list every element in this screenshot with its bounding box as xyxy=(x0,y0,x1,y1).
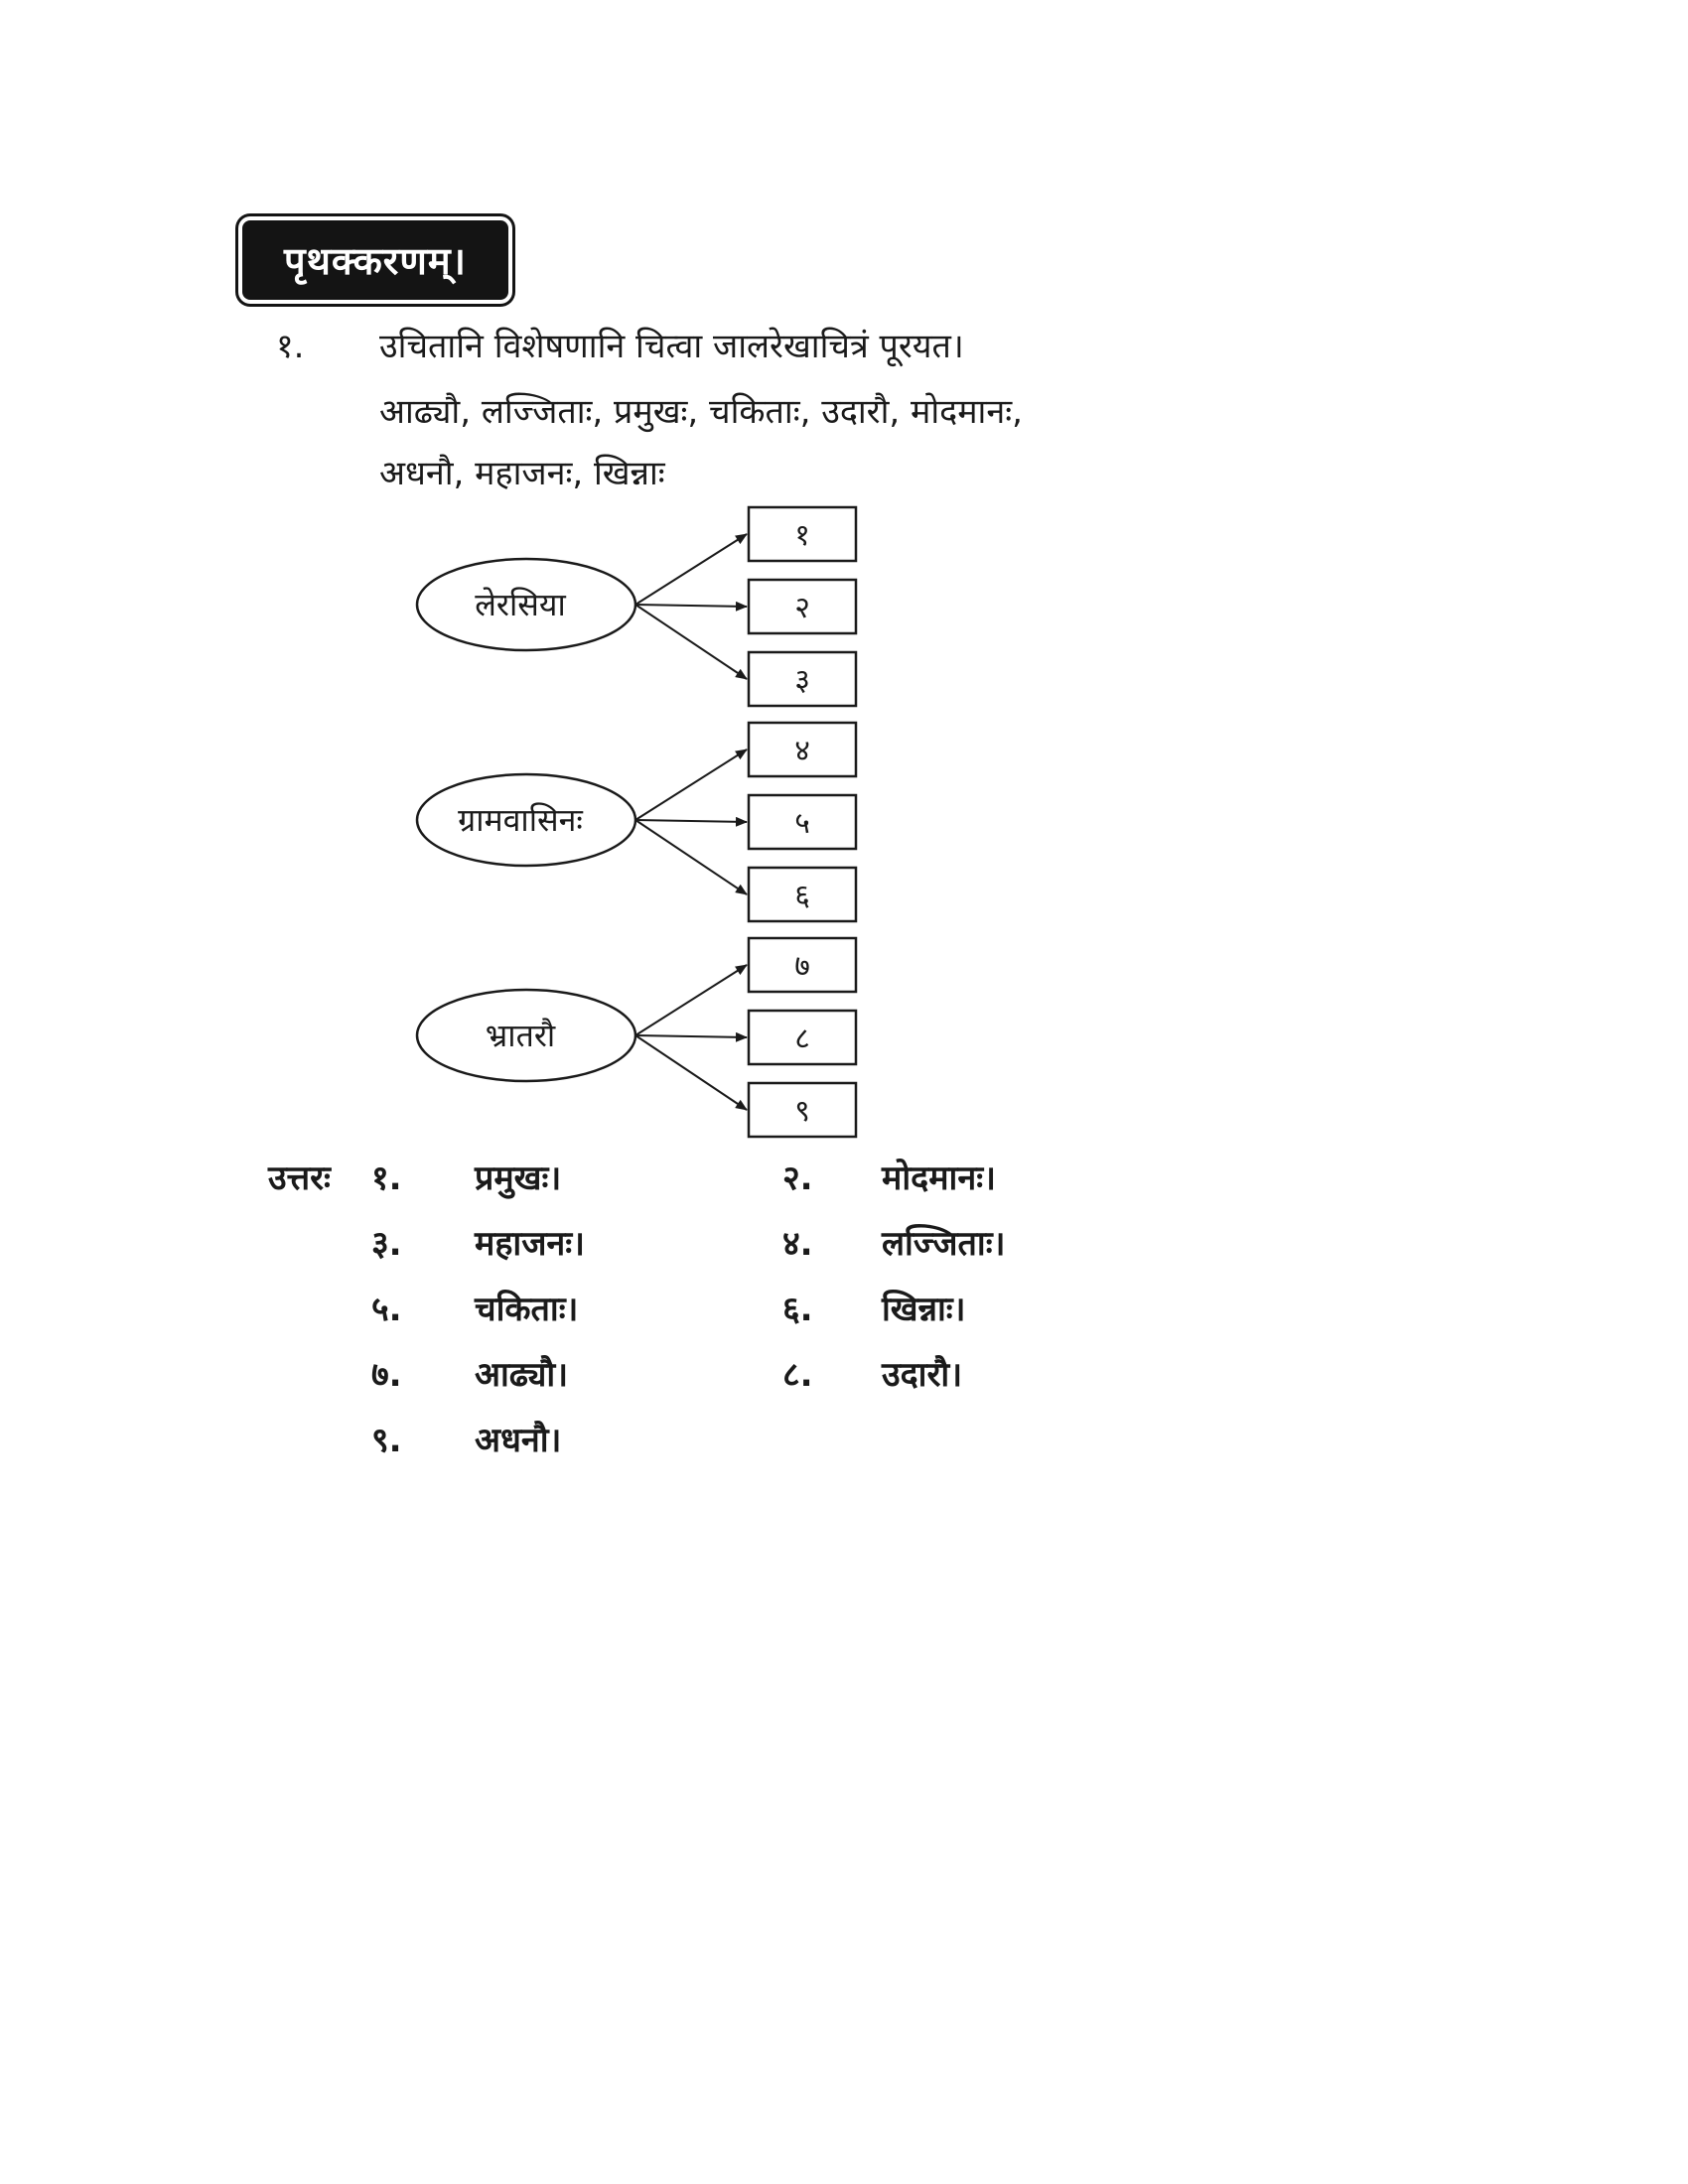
arrow-2-3 xyxy=(635,820,747,894)
question-instruction: उचितानि विशेषणानि चित्वा जालरेखाचित्रं पूरयत। xyxy=(379,327,964,366)
answer-number: ९. xyxy=(371,1421,402,1460)
answer-word: महाजनः। xyxy=(475,1224,586,1264)
arrow-1-2 xyxy=(635,605,747,607)
answer-box-number: ८ xyxy=(794,1022,810,1056)
answer-number: ६. xyxy=(782,1290,813,1329)
question-number: १. xyxy=(276,327,305,366)
answer-box-number: ३ xyxy=(794,663,810,698)
answer-word: अधनौ। xyxy=(475,1421,562,1460)
arrow-1-3 xyxy=(635,605,747,679)
answer-number: ७. xyxy=(371,1355,402,1395)
answer-number: ३. xyxy=(371,1224,402,1264)
group-3-label: भ्रातरौ xyxy=(485,1017,556,1054)
arrow-3-1 xyxy=(635,965,747,1035)
answer-word: उदारौ। xyxy=(882,1355,963,1395)
answer-box-number: ४ xyxy=(794,734,810,768)
arrow-2-1 xyxy=(635,750,747,820)
question-options-line2: अधनौ, महाजनः, खिन्नाः xyxy=(379,454,665,493)
answer-number: ५. xyxy=(371,1290,402,1329)
group-2-label: ग्रामवासिनः xyxy=(458,801,583,839)
question-options-line1: आढ्यौ, लज्जिताः, प्रमुखः, चकिताः, उदारौ, मोदमानः, xyxy=(379,392,1023,432)
arrow-3-2 xyxy=(635,1035,747,1037)
answer-number: ८. xyxy=(782,1355,813,1395)
answer-word: आढ्यौ। xyxy=(475,1355,569,1395)
answer-word: चकिताः। xyxy=(475,1290,579,1329)
answer-word: मोदमानः। xyxy=(882,1159,996,1198)
answer-box-number: ६ xyxy=(794,879,810,913)
answer-box-number: ७ xyxy=(794,949,810,984)
answers-label: उत्तरः xyxy=(268,1159,331,1198)
answer-box-number: १ xyxy=(794,518,810,553)
answer-box-number: ५ xyxy=(794,806,810,841)
answer-word: खिन्नाः। xyxy=(882,1290,966,1329)
answer-number: २. xyxy=(782,1159,813,1198)
arrow-3-3 xyxy=(635,1035,747,1110)
answer-number: १. xyxy=(371,1159,402,1198)
group-1-label: लेरसिया xyxy=(475,586,566,623)
arrow-1-1 xyxy=(635,534,747,605)
section-heading-text: पृथक्करणम्। xyxy=(284,239,467,283)
answer-word: लज्जिताः। xyxy=(882,1224,1006,1264)
answer-word: प्रमुखः। xyxy=(475,1159,562,1198)
answer-box-number: २ xyxy=(794,591,810,625)
answer-number: ४. xyxy=(782,1224,813,1264)
arrow-2-2 xyxy=(635,820,747,822)
answer-box-number: ९ xyxy=(794,1094,810,1129)
